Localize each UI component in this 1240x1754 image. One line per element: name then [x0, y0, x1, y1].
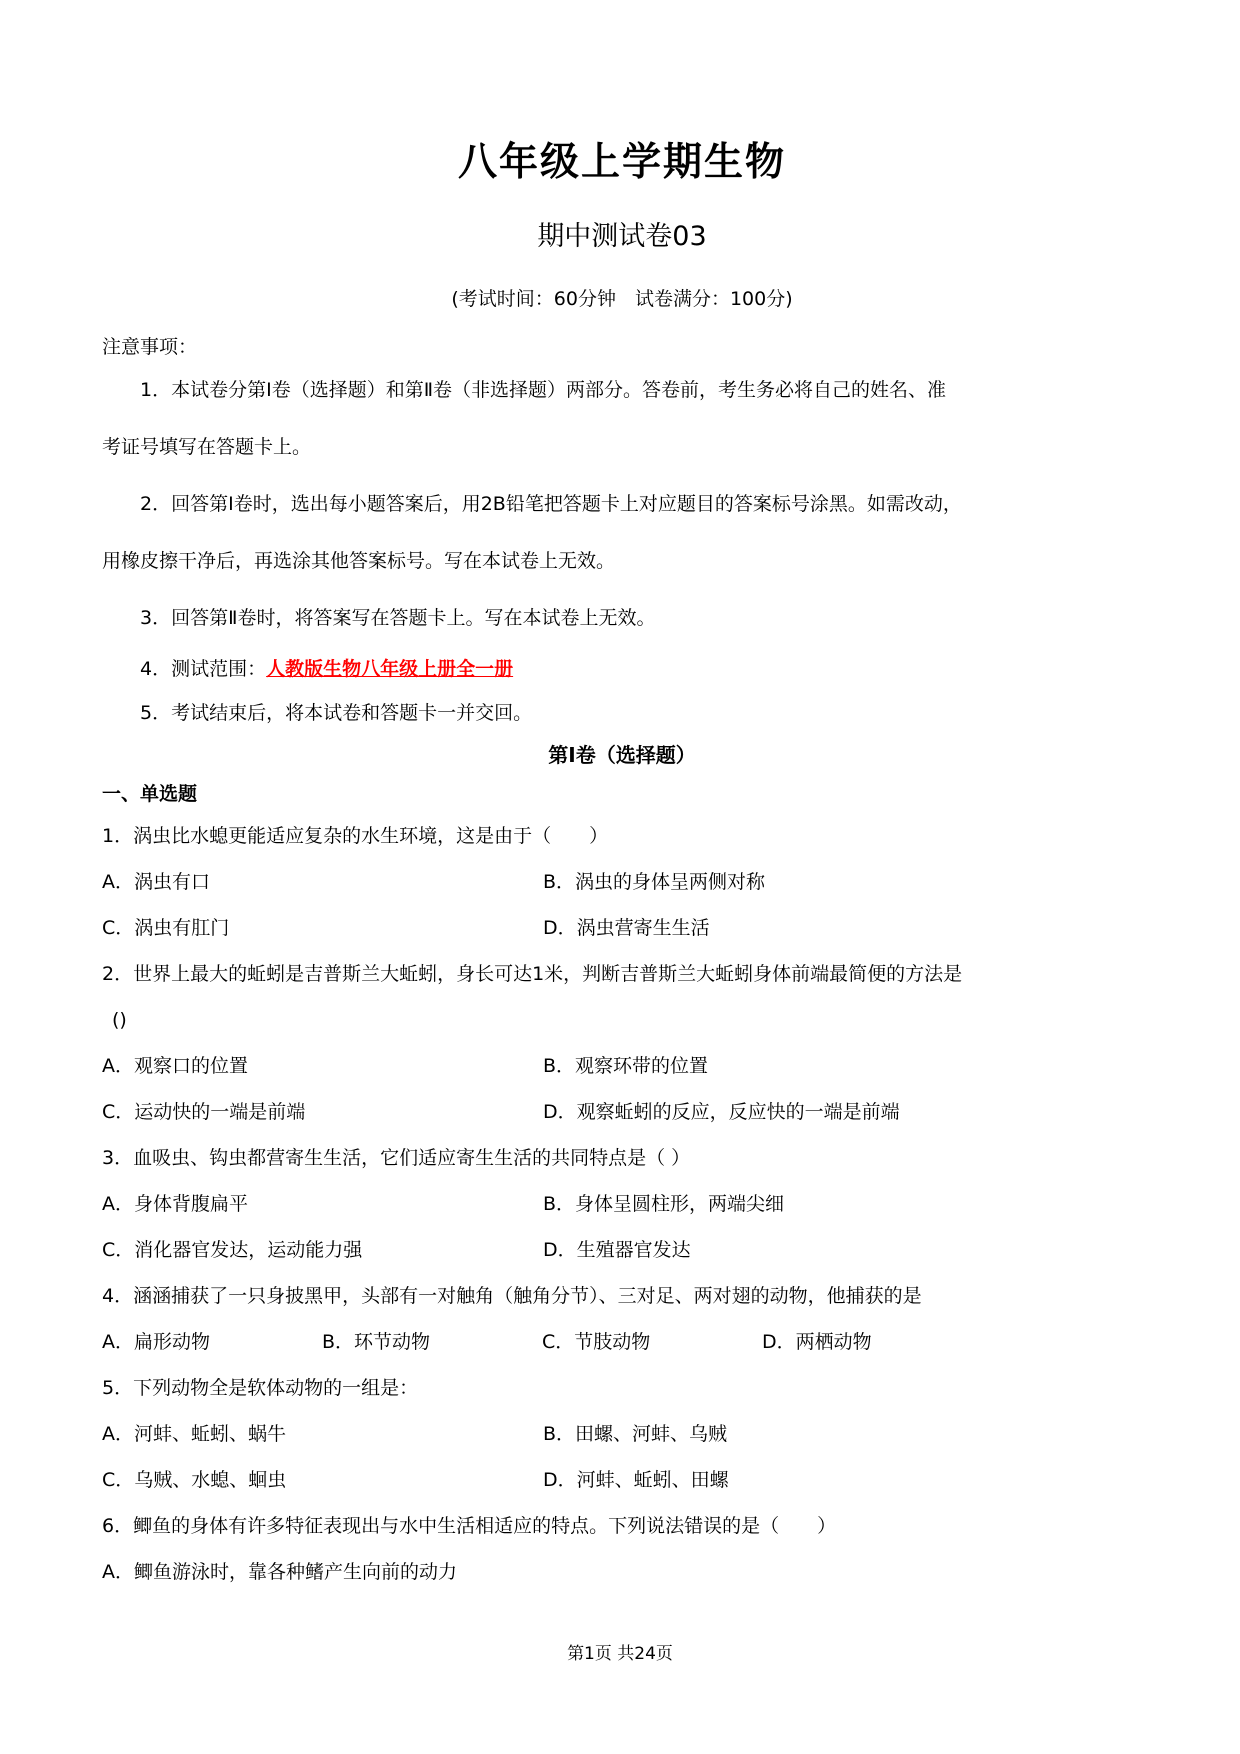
question-2-option-b: B．观察环带的位置 [543, 1055, 709, 1077]
subsection-heading: 一、单选题 [102, 783, 198, 805]
note-line-1b: 考证号填写在答题卡上。 [102, 436, 312, 458]
question-3-option-d: D．生殖器官发达 [543, 1239, 691, 1261]
question-3-options-row-1 [102, 1181, 1142, 1227]
question-2-options-row-2 [102, 1089, 1142, 1135]
question-2-stem: 2．世界上最大的蚯蚓是吉普斯兰大蚯蚓，身长可达1米，判断吉普斯兰大蚯蚓身体前端最简便的方法是 [102, 963, 963, 985]
question-5-option-c: C．乌贼、水螅、蛔虫 [102, 1469, 287, 1491]
question-1-options-row-1 [102, 859, 1142, 905]
question-3-options-row-2 [102, 1227, 1142, 1273]
question-4-options-row [102, 1319, 1142, 1365]
question-2-stem-continued: () [112, 1009, 127, 1031]
question-1-option-c: C．涡虫有肛门 [102, 917, 230, 939]
page-content [102, 0, 1142, 1595]
question-5-options-row-1 [102, 1411, 1142, 1457]
question-5-option-a: A．河蚌、蚯蚓、蜗牛 [102, 1423, 286, 1445]
note-line-5: 5．考试结束后，将本试卷和答题卡一并交回。 [140, 702, 533, 724]
notes-heading: 注意事项： [102, 336, 198, 358]
note-line-2b: 用橡皮擦干净后，再选涂其他答案标号。写在本试卷上无效。 [102, 550, 616, 572]
question-1-option-d: D．涡虫营寄生生活 [543, 917, 710, 939]
question-1-options-row-2 [102, 905, 1142, 951]
question-2-option-c: C．运动快的一端是前端 [102, 1101, 306, 1123]
question-1-option-a: A．涡虫有口 [102, 871, 210, 893]
question-2-option-a: A．观察口的位置 [102, 1055, 248, 1077]
question-3-option-b: B．身体呈圆柱形，两端尖细 [543, 1193, 785, 1215]
page-title: 八年级上学期生物 [457, 140, 786, 185]
question-4-option-c: C．节肢动物 [542, 1331, 651, 1353]
test-range-label: 4．测试范围： [140, 658, 267, 680]
section-1-title: 第Ⅰ卷（选择题） [548, 743, 696, 767]
page-subtitle: 期中测试卷03 [537, 221, 707, 252]
note-line-2a: 2．回答第Ⅰ卷时，选出每小题答案后，用2B铅笔把答题卡上对应题目的答案标号涂黑。如需改动， [140, 493, 962, 515]
question-5-option-d: D．河蚌、蚯蚓、田螺 [543, 1469, 729, 1491]
page-footer: 第1页 共24页 [567, 1644, 673, 1664]
note-line-1a: 1．本试卷分第Ⅰ卷（选择题）和第Ⅱ卷（非选择题）两部分。答卷前，考生务必将自己的姓名、准 [140, 379, 947, 401]
note-line-4 [102, 647, 1142, 691]
question-5-stem: 5．下列动物全是软体动物的一组是： [102, 1377, 419, 1399]
question-4-option-a: A．扁形动物 [102, 1331, 210, 1353]
question-6-stem: 6．鲫鱼的身体有许多特征表现出与水中生活相适应的特点。下列说法错误的是（ ） [102, 1515, 837, 1537]
question-6-option-a: A．鲫鱼游泳时，靠各种鳍产生向前的动力 [102, 1561, 457, 1583]
question-2-option-d: D．观察蚯蚓的反应，反应快的一端是前端 [543, 1101, 900, 1123]
question-3-option-a: A．身体背腹扁平 [102, 1193, 248, 1215]
question-1-stem: 1．涡虫比水螅更能适应复杂的水生环境，这是由于（ ） [102, 825, 609, 847]
question-5-options-row-2 [102, 1457, 1142, 1503]
question-4-option-d: D．两栖动物 [762, 1331, 872, 1353]
question-5-option-b: B．田螺、河蚌、乌贼 [543, 1423, 728, 1445]
question-3-stem: 3．血吸虫、钩虫都营寄生生活，它们适应寄生生活的共同特点是（ ） [102, 1147, 691, 1169]
question-1-option-b: B．涡虫的身体呈两侧对称 [543, 871, 766, 893]
question-2-options-row-1 [102, 1043, 1142, 1089]
question-4-stem: 4．涵涵捕获了一只身披黑甲，头部有一对触角（触角分节）、三对足、两对翅的动物，他捕获的是 [102, 1285, 922, 1307]
exam-info-line: (考试时间：60分钟 试卷满分：100分) [451, 288, 793, 310]
test-range-scope: 人教版生物八年级上册全一册 [266, 658, 514, 680]
note-line-3: 3．回答第Ⅱ卷时，将答案写在答题卡上。写在本试卷上无效。 [140, 607, 656, 629]
question-4-option-b: B．环节动物 [322, 1331, 431, 1353]
question-3-option-c: C．消化器官发达，运动能力强 [102, 1239, 363, 1261]
